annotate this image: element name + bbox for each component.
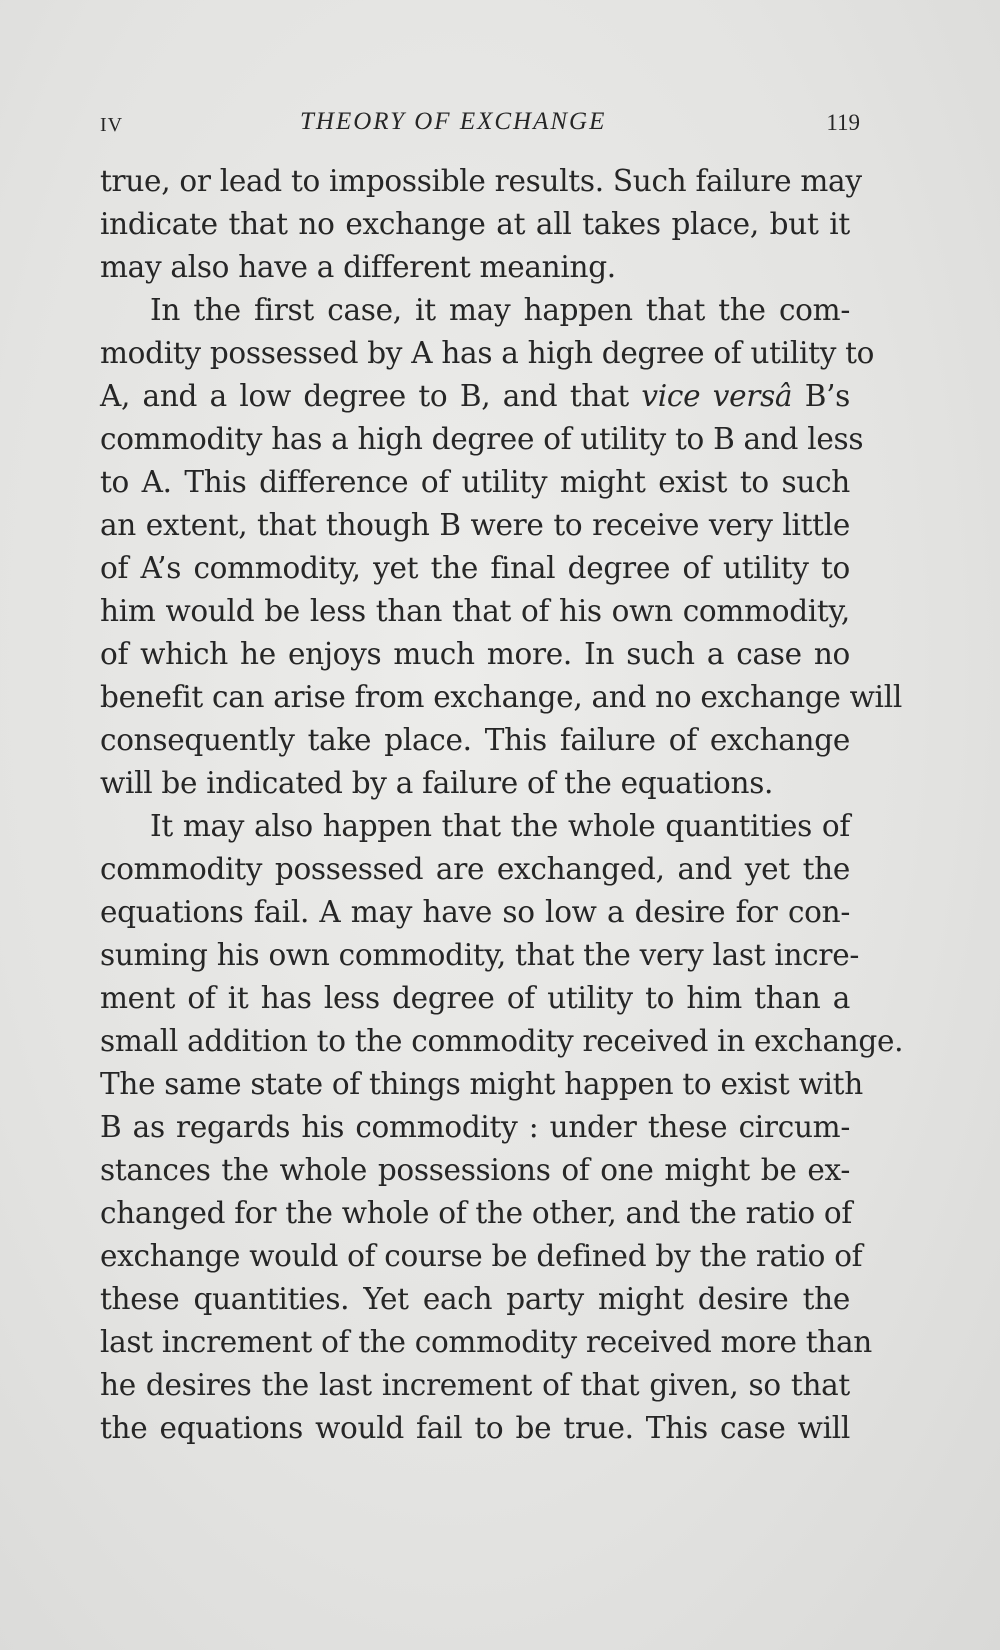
text-line: modity possessed by A has a high degree of utility to bbox=[100, 336, 875, 370]
text-line: changed for the whole of the other, and the ratio of bbox=[100, 1196, 853, 1230]
text-line: true, or lead to impossible results. Such failure may bbox=[100, 164, 862, 198]
text-line: may also have a different meaning. bbox=[100, 250, 616, 284]
running-title: THEORY OF EXCHANGE bbox=[300, 108, 607, 135]
text-segment: A, and a low degree to B, and that bbox=[100, 379, 629, 413]
text-line: benefit can arise from exchange, and no exchange will bbox=[100, 680, 902, 714]
italic-phrase: vice versâ bbox=[641, 379, 793, 413]
text-line: the equations would fail to be true. This case will bbox=[100, 1411, 850, 1445]
running-header bbox=[100, 108, 860, 148]
text-line: of A’s commodity, yet the final degree of utility to bbox=[100, 551, 850, 585]
text-line: last increment of the commodity received more than bbox=[100, 1325, 872, 1359]
text-line: suming his own commodity, that the very last incre- bbox=[100, 938, 860, 972]
text-line: he desires the last increment of that given, so that bbox=[100, 1368, 850, 1402]
text-line: commodity possessed are exchanged, and yet the bbox=[100, 852, 850, 886]
text-line: of which he enjoys much more. In such a case no bbox=[100, 637, 850, 671]
text-line: will be indicated by a failure of the equations. bbox=[100, 766, 774, 800]
text-line: him would be less than that of his own commodity, bbox=[100, 594, 850, 628]
text-line-mixed bbox=[100, 375, 850, 418]
chapter-number: IV bbox=[100, 114, 124, 136]
text-line: to A. This difference of utility might exist to such bbox=[100, 465, 850, 499]
text-line: It may also happen that the whole quantities of bbox=[150, 809, 850, 843]
text-line: an extent, that though B were to receive very little bbox=[100, 508, 850, 542]
text-line: indicate that no exchange at all takes place, but it bbox=[100, 207, 850, 241]
text-line: In the first case, it may happen that the com- bbox=[150, 293, 850, 327]
text-line: stances the whole possessions of one might be ex- bbox=[100, 1153, 850, 1187]
text-line: B as regards his commodity : under these circum- bbox=[100, 1110, 850, 1144]
text-line: The same state of things might happen to exist with bbox=[100, 1067, 863, 1101]
text-segment: B’s bbox=[804, 379, 851, 413]
text-line: consequently take place. This failure of exchange bbox=[100, 723, 850, 757]
text-line: small addition to the commodity received in exchange. bbox=[100, 1024, 904, 1058]
text-line: equations fail. A may have so low a desire for con- bbox=[100, 895, 850, 929]
page-number: 119 bbox=[826, 110, 860, 135]
text-line: ment of it has less degree of utility to him than a bbox=[100, 981, 850, 1015]
text-line: exchange would of course be defined by the ratio of bbox=[100, 1239, 863, 1273]
body-text bbox=[100, 160, 904, 1450]
text-line: these quantities. Yet each party might desire the bbox=[100, 1282, 850, 1316]
text-line: commodity has a high degree of utility to B and less bbox=[100, 422, 864, 456]
